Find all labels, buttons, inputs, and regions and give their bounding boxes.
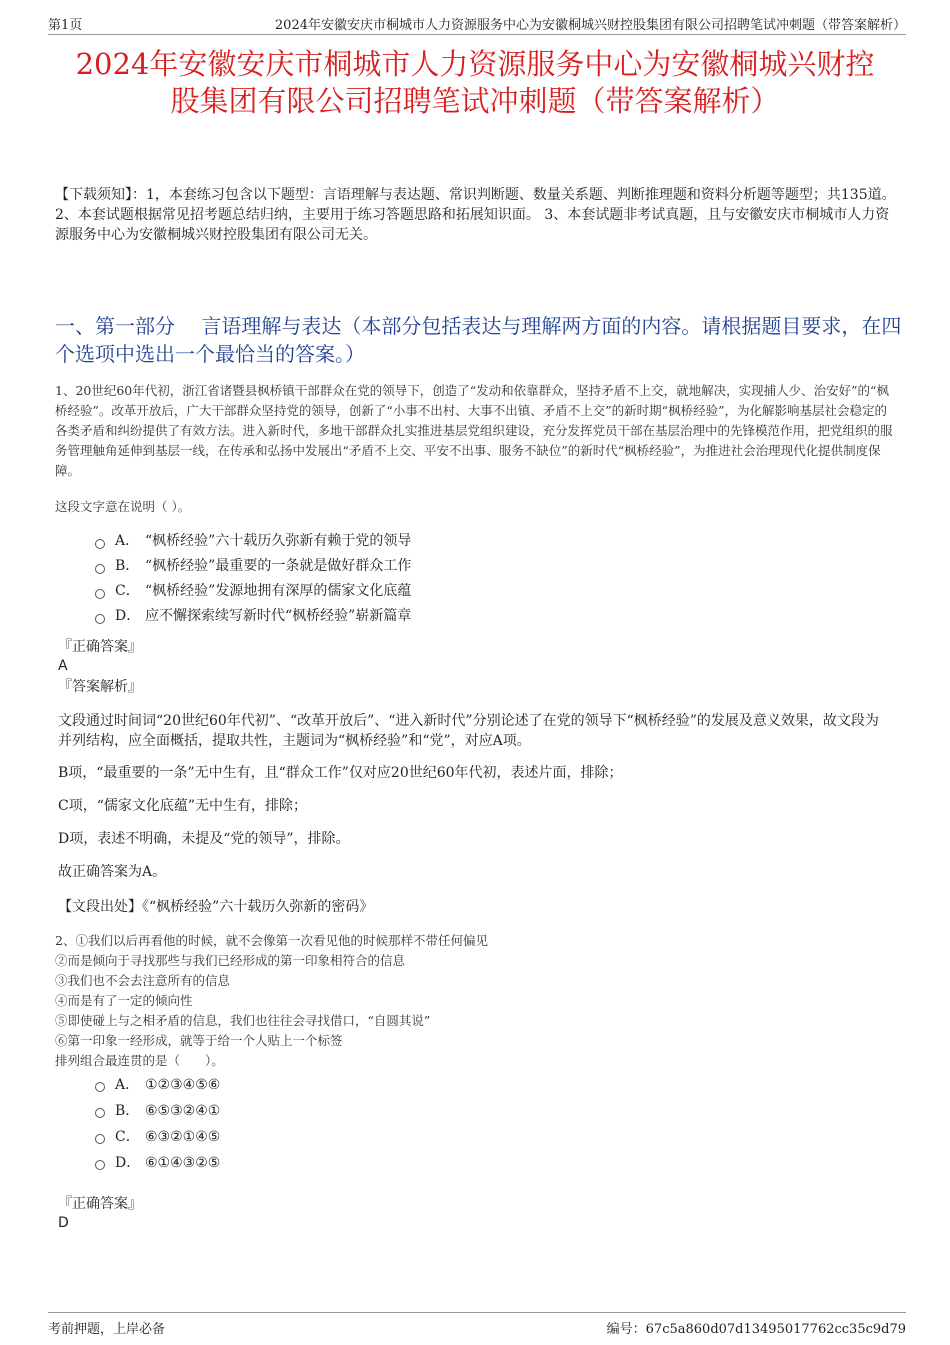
page-footer bbox=[48, 1312, 906, 1339]
analysis-paragraph: 文段通过时间词“20世纪60年代初”、“改革开放后”、“进入新时代”分别论述了在党的领导下“枫桥经验”的发展及意义效果，故文段为并列结构，应全面概括，提取共性，主题词为“枫桥经验”和“党”，对应A项。 bbox=[58, 713, 879, 749]
question-1-text: 1、20世纪60年代初，浙江省诸暨县枫桥镇干部群众在党的领导下，创造了“发动和依靠群众，坚持矛盾不上交，就地解决，实现捕人少、治安好”的“枫桥经验”。改革开放后，广大干部群众坚持党的领导，创新了“小事不出村、大事不出镇、矛盾不上交”的新时期“枫桥经验”，为化解影响基层社会稳定的各类矛盾和纠纷提供了有效方法。进入新时代，多地干部群众扎实推进基层党组织建设，充分发挥党员干部在基层治理中的先锋模范作用，把党组织的服务管理触角延伸到基层一线，在传承和弘扬中发展出“矛盾不上交、平安不出事、服务不缺位”的新时代“枫桥经验”，为推进社会治理现代化提供制度保障。 bbox=[55, 383, 893, 478]
page-header bbox=[48, 12, 906, 35]
analysis-paragraph: B项，“最重要的一条”无中生有，且“群众工作”仅对应20世纪60年代初，表述片面，排除； bbox=[58, 765, 623, 781]
question-2-text bbox=[55, 931, 895, 1071]
radio-icon[interactable] bbox=[95, 1134, 105, 1144]
download-notice: 【下载须知】：1，本套练习包含以下题型：言语理解与表达题、常识判断题、数量关系题、判断推理题和资料分析题等题型；共135道。 2、本套试题根据常见招考题总结归纳，主要用于练习答题思路和拓展知识面。 3、本套试题非考试真题，且与安徽安庆市桐城市人力资源服务中心为安徽桐城兴财控股集团有限公司无关。 bbox=[55, 187, 896, 243]
question-1-option-c[interactable] bbox=[95, 579, 695, 604]
option-text: “枫桥经验”发源地拥有深厚的儒家文化底蕴 bbox=[145, 583, 412, 599]
analysis-paragraph: D项，表述不明确，未提及“党的领导”，排除。 bbox=[58, 831, 350, 847]
option-text: 应不懈探索续写新时代“枫桥经验”崭新篇章 bbox=[145, 608, 412, 624]
analysis-paragraph: C项，“儒家文化底蕴”无中生有，排除； bbox=[58, 798, 308, 814]
question-1-analysis-heading: 『答案解析』 bbox=[58, 679, 142, 695]
option-label: A． bbox=[115, 1076, 140, 1093]
option-text: ①②③④⑤⑥ bbox=[145, 1076, 221, 1093]
title-line-2: 股集团有限公司招聘笔试冲刺题（带答案解析） bbox=[170, 84, 780, 118]
section-title: 一、第一部分 言语理解与表达（本部分包括表达与理解两方面的内容。请根据题目要求，在四个选项中选出一个最恰当的答案。） bbox=[55, 314, 902, 366]
option-text: “枫桥经验”六十载历久弥新有赖于党的领导 bbox=[145, 533, 412, 549]
option-label: C． bbox=[115, 583, 140, 599]
question-2-options bbox=[95, 1072, 695, 1176]
question-2-option-d[interactable] bbox=[95, 1150, 695, 1176]
question-1-answer: A bbox=[58, 658, 68, 674]
radio-icon[interactable] bbox=[95, 589, 105, 599]
question-2-option-a[interactable] bbox=[95, 1072, 695, 1098]
page-number: 第1页 bbox=[48, 18, 83, 33]
radio-icon[interactable] bbox=[95, 1082, 105, 1092]
question-1-prompt: 这段文字意在说明（ ）。 bbox=[55, 499, 191, 514]
option-label: B． bbox=[115, 558, 140, 574]
question-2-line: ③我们也不会去注意所有的信息 bbox=[55, 973, 231, 988]
option-label: D． bbox=[115, 1154, 141, 1171]
option-text: ⑥①④③②⑤ bbox=[145, 1154, 221, 1171]
document-title bbox=[40, 46, 910, 120]
question-2-line: ②而是倾向于寻找那些与我们已经形成的第一印象相符合的信息 bbox=[55, 953, 406, 968]
option-label: A． bbox=[115, 533, 140, 549]
question-2-line: ⑤即使碰上与之相矛盾的信息，我们也往往会寻找借口，“自圆其说” bbox=[55, 1013, 431, 1028]
question-2-prompt: 排列组合最连贯的是（ ）。 bbox=[55, 1053, 224, 1068]
question-1-options bbox=[95, 529, 695, 629]
analysis-source: 【文段出处】《“枫桥经验”六十载历久弥新的密码》 bbox=[58, 899, 374, 915]
question-2-line: ⑥第一印象一经形成，就等于给一个人贴上一个标签 bbox=[55, 1033, 343, 1048]
radio-icon[interactable] bbox=[95, 539, 105, 549]
question-2-line: 2、①我们以后再看他的时候，就不会像第一次看见他的时候那样不带任何偏见 bbox=[55, 933, 488, 948]
radio-icon[interactable] bbox=[95, 564, 105, 574]
footer-slogan: 考前押题，上岸必备 bbox=[48, 1322, 166, 1337]
radio-icon[interactable] bbox=[95, 614, 105, 624]
radio-icon[interactable] bbox=[95, 1108, 105, 1118]
question-2-option-b[interactable] bbox=[95, 1098, 695, 1124]
analysis-conclusion: 故正确答案为A。 bbox=[58, 864, 167, 880]
question-2-option-c[interactable] bbox=[95, 1124, 695, 1150]
option-label: B． bbox=[115, 1102, 140, 1119]
title-line-1: 2024年安徽安庆市桐城市人力资源服务中心为安徽桐城兴财控 bbox=[75, 47, 875, 81]
question-1-answer-heading: 『正确答案』 bbox=[58, 639, 142, 655]
question-2-answer-heading: 『正确答案』 bbox=[58, 1196, 142, 1212]
question-1-option-d[interactable] bbox=[95, 604, 695, 629]
option-text: ⑥③②①④⑤ bbox=[145, 1128, 221, 1145]
option-label: C． bbox=[115, 1128, 140, 1145]
option-text: ⑥⑤③②④① bbox=[145, 1102, 221, 1119]
radio-icon[interactable] bbox=[95, 1160, 105, 1170]
option-label: D． bbox=[115, 608, 141, 624]
header-doc-title: 2024年安徽安庆市桐城市人力资源服务中心为安徽桐城兴财控股集团有限公司招聘笔试冲刺题（带答案解析） bbox=[274, 18, 906, 33]
question-1-option-a[interactable] bbox=[95, 529, 695, 554]
question-2-answer: D bbox=[58, 1215, 69, 1231]
footer-serial: 编号：67c5a860d07d13495017762cc35c9d79 bbox=[606, 1322, 906, 1337]
question-1-option-b[interactable] bbox=[95, 554, 695, 579]
question-2-line: ④而是有了一定的倾向性 bbox=[55, 993, 193, 1008]
option-text: “枫桥经验”最重要的一条就是做好群众工作 bbox=[145, 558, 412, 574]
